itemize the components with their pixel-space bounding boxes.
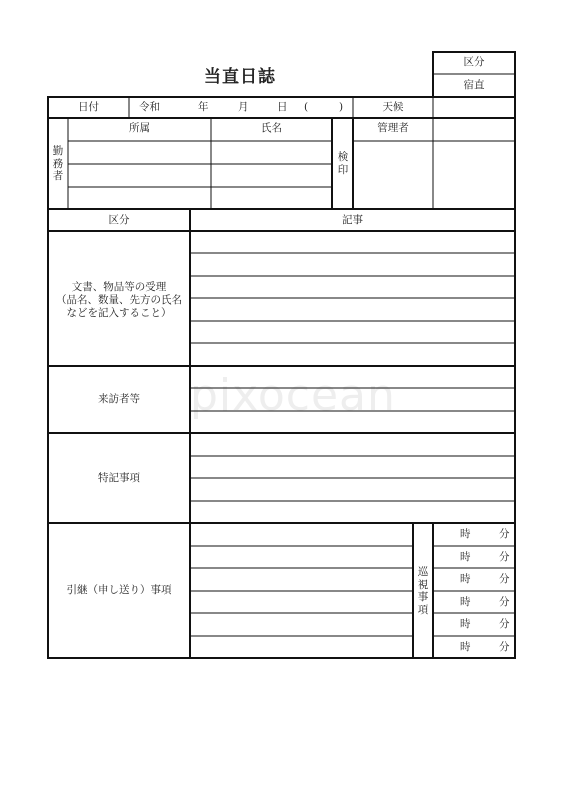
patrol-hour-5: 時 <box>460 618 471 630</box>
patrol-label: 巡視事項 <box>417 566 429 616</box>
staff-side-label: 勤務者 <box>52 145 64 183</box>
patrol-minute-2: 分 <box>499 551 510 563</box>
seal-label: 検印 <box>337 151 349 176</box>
documents-label-line2: （品名、数量、先方の氏名 <box>56 294 182 306</box>
category-box-value: 宿直 <box>463 79 485 91</box>
log-category-header: 区分 <box>108 214 130 226</box>
patrol-hour-6: 時 <box>460 641 471 653</box>
year-label: 年 <box>198 101 209 113</box>
patrol-hour-3: 時 <box>460 573 471 585</box>
patrol-minute-6: 分 <box>499 641 510 653</box>
page-title: 当直日誌 <box>204 67 276 87</box>
patrol-minute-4: 分 <box>499 596 510 608</box>
day-label: 日 <box>277 101 288 113</box>
manager-header: 管理者 <box>377 122 409 134</box>
visitors-label: 来訪者等 <box>98 393 140 405</box>
patrol-hour-1: 時 <box>460 528 471 540</box>
documents-label-line1: 文書、物品等の受理 <box>71 281 167 293</box>
name-header: 氏名 <box>261 122 282 134</box>
handover-label: 引継（申し送り）事項 <box>66 584 172 596</box>
weekday-paren-close: ) <box>339 101 344 113</box>
patrol-minute-3: 分 <box>499 573 510 585</box>
special-notes-label: 特記事項 <box>98 472 140 484</box>
category-box-label: 区分 <box>463 56 485 68</box>
weather-label: 天候 <box>382 101 404 113</box>
watermark-logo: pixocean <box>190 370 396 421</box>
era-label: 令和 <box>139 101 160 113</box>
log-notes-header: 記事 <box>342 214 363 226</box>
date-label: 日付 <box>78 101 99 113</box>
weekday-paren-open: ( <box>304 101 309 113</box>
patrol-hour-2: 時 <box>460 551 471 563</box>
patrol-minute-1: 分 <box>499 528 510 540</box>
patrol-hour-4: 時 <box>460 596 471 608</box>
month-label: 月 <box>238 101 249 113</box>
patrol-minute-5: 分 <box>499 618 510 630</box>
dept-header: 所属 <box>129 122 150 134</box>
documents-label-line3: などを記入すること） <box>66 307 172 319</box>
